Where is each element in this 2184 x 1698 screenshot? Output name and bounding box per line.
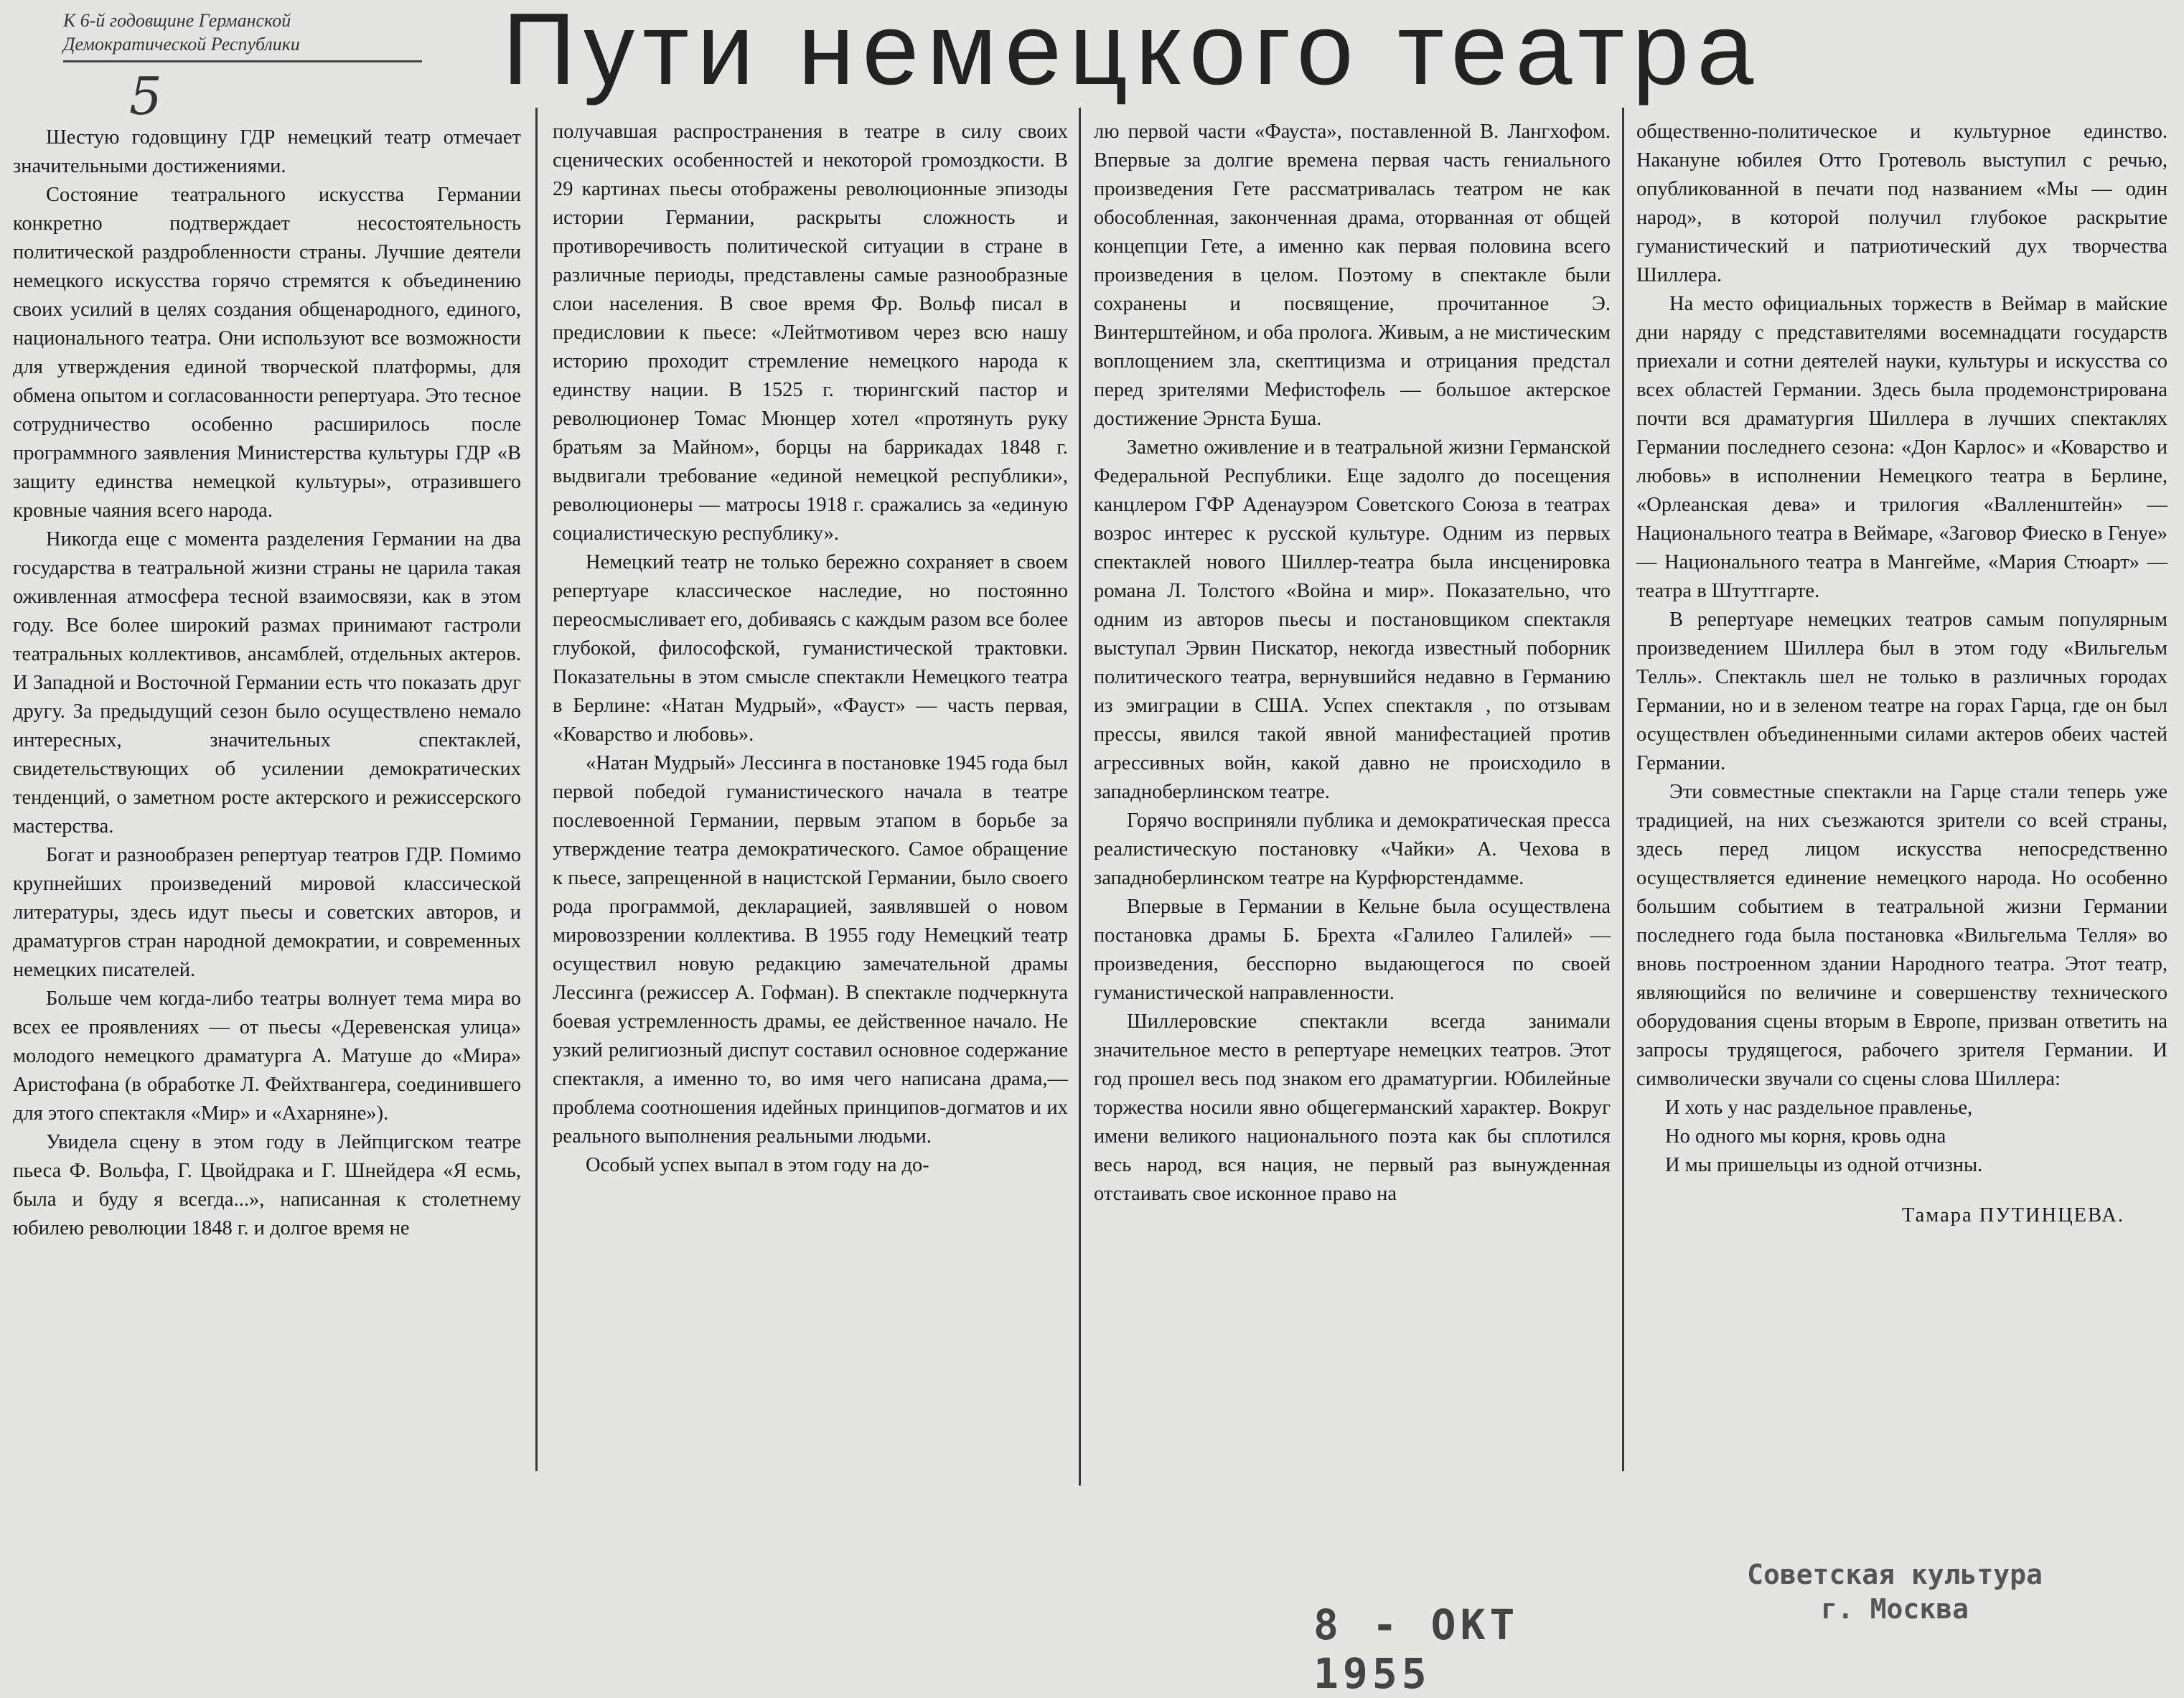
source-stamp-line: Советская культура — [1747, 1559, 2043, 1590]
paragraph: Шестую годовщину ГДР немецкий театр отмечает значительными достижениями. — [13, 126, 521, 177]
paragraph: Горячо восприняли публика и демократическая пресса реалистическую постановку «Чайки» А. Чехова в западноберлинском театре на Курфюрстендамме. — [1094, 810, 1611, 889]
headline: Пути немецкого театра — [502, 0, 1762, 106]
source-stamp — [1744, 1557, 2045, 1626]
handwritten-page-mark: 5 — [129, 66, 162, 126]
source-stamp-line: г. Москва — [1821, 1593, 1969, 1625]
paragraph: Никогда еще с момента разделения Германии на два государства в театральной жизни страны не царила такая оживленная атмосфера тесной взаимосвязи, как в этом году. Все более широкий размах принимают гастроли театральных коллективов, ансамблей, отдельных актеров. И Западной и Восточной Германии есть что показать друг другу. За предыдущий сезон было осуществлено немало интересных, значительных спектаклей, свидетельствующих об усилении демократических тенденций, о заметном росте актерского и режиссерского мастерства. — [13, 528, 521, 838]
poem-line: И мы пришельцы из одной отчизны. — [1665, 1154, 1983, 1176]
article-column-3 — [1094, 118, 1611, 1209]
paragraph: «Натан Мудрый» Лессинга в постановке 1945 года был первой победой гуманистического начала в театре послевоенной Германии, первым этапом в борьбе за утверждение театра демократического. Самое обращение к пьесе, запрещенной в нацистской Германии, было своего рода программой, декларацией, заявлявшей о новом мировоззрении коллектива. В 1955 году Немецкий театр осуществил новую редакцию замечательной драмы Лессинга (режиссер А. Гофман). В спектакле подчеркнута боевая устремленность драмы, ее действенное начало. Не узкий религиозный диспут составил основное содержание спектакля, а именно то, во имя чего написана драма,—проблема соотношения идейных принципов-догматов и их реального выполнения реальными людьми. — [553, 752, 1068, 1148]
paragraph: Состояние театрального искусства Германии конкретно подтверждает несостоятельность политической раздробленности страны. Лучшие деятели немецкого искусства горячо стремятся к объединению своих усилий в целях создания общенародного, единого, национального театра. Они используют все возможности для утверждения единой творческой платформы, для обмена опытом и согласованности репертуара. Это тесное сотрудничество особенно расширилось после программного заявления Министерства культуры ГДР «В защиту единства немецкой культуры», отразившего кровные чаяния всего народа. — [13, 184, 521, 522]
paragraph: лю первой части «Фауста», поставленной В. Лангхофом. Впервые за долгие времена первая часть гениального произведения Гете рассматривалась театром не как обособленная, законченная драма, оторванная от общей концепции Гете, а именно как первая половина всего произведения в целом. Поэтому в спектакле были сохранены и посвящение, прочитанное Э. Винтерштейном, и оба пролога. Живым, а не мистическим воплощением зла, скептицизма и отрицания предстал перед зрителями Мефистофель — большое актерское достижение Эрнста Буша. — [1094, 121, 1611, 430]
paragraph: Эти совместные спектакли на Гарце стали теперь уже традицией, на них съезжаются зрители со всей страны, здесь перед лицом искусства непосредственно осуществляется единение немецкого народа. Но особенно большим событием в театральной жизни Германии последнего года была постановка «Вильгельма Телля» во вновь построенном здании Народного театра. Этот театр, являющийся по величине и совершенству технического оборудования сцены вторым в Европе, призван ответить на запросы трудящегося, рабочего зрителя Германии. И символически звучали со сцены слова Шиллера: — [1636, 781, 2167, 1090]
kicker-line-1: К 6-й годовщине Германской — [63, 10, 291, 31]
paragraph: Особый успех выпал в этом году на до- — [586, 1154, 929, 1176]
paragraph: общественно-политическое и культурное единство. Накануне юбилея Отто Гротеволь выступил с речью, опубликованной в печати под названием «Мы — один народ», в которой получил глубокое раскрытие гуманистический и патриотический дух творчества Шиллера. — [1636, 121, 2167, 286]
date-stamp: 8 - ОКТ 1955 — [1313, 1600, 1519, 1698]
paragraph: Заметно оживление и в театральной жизни Германской Федеральной Республики. Еще задолго до посещения канцлером ГФР Аденауэром Советского Союза в театрах возрос интерес к русской культуре. Одним из первых спектаклей нового Шиллер-театра была инсценировка романа Л. Толстого «Война и мир». Показательно, что одним из авторов пьесы и постановщиком спектакля выступал Эрвин Пискатор, некогда известный поборник политического театра, вернувшийся недавно в Германию из эмиграции в США. Успех спектакля , по отзывам прессы, явился такой явной манифестацией против агрессивных войн, какой давно не происходило в западноберлинском театре. — [1094, 436, 1611, 803]
poem-quote — [1665, 1094, 2167, 1180]
article-column-4 — [1636, 118, 2167, 1230]
column-rule-2 — [1079, 108, 1081, 1486]
column-rule-3 — [1622, 108, 1624, 1471]
paragraph: Немецкий театр не только бережно сохраняет в своем репертуаре классическое наследие, но постоянно переосмысливает его, добиваясь с каждым разом все более глубокой, философской, гуманистической трактовки. Показательны в этом смысле спектакли Немецкого театра в Берлине: «Натан Мудрый», «Фауст» — часть первая, «Коварство и любовь». — [553, 551, 1068, 746]
poem-line: Но одного мы корня, кровь одна — [1665, 1125, 1946, 1148]
paragraph: Впервые в Германии в Кельне была осуществлена постановка драмы Б. Брехта «Галилео Галилей» — произведения, бесспорно выдающегося по своей гуманистической направленности. — [1094, 896, 1611, 1004]
article-column-2 — [553, 118, 1068, 1180]
paragraph: Больше чем когда-либо театры волнует тема мира во всех ее проявлениях — от пьесы «Деревенская улица» молодого немецкого драматурга А. Матуше до «Мира» Аристофана (в обработке Л. Фейхтвангера, соединившего для этого спектакля «Мир» и «Ахарняне»). — [13, 988, 521, 1125]
paragraph: В репертуаре немецких театров самым популярным произведением Шиллера был в этом году «Вильгельм Телль». Спектакль шел не только в различных городах Германии, но и в зеленом театре на горах Гарца, где он был осуществлен объединенными силами актеров обеих частей Германии. — [1636, 609, 2167, 774]
poem-line: И хоть у нас раздельное правленье, — [1665, 1097, 1973, 1119]
paragraph: получавшая распространения в театре в силу своих сценических особенностей и некоторой громоздкости. В 29 картинах пьесы отображены революционные эпизоды истории Германии, раскрыты сложность и противоречивость политической ситуации в стране в различные периоды, представлены самые разнообразные слои населения. В свое время Фр. Вольф писал в предисловии к пьесе: «Лейтмотивом через всю нашу историю проходит стремление немецкого народа к единству нации. В 1525 г. тюрингский пастор и революционер Томас Мюнцер хотел «протянуть руку братьям за Майном», борцы на баррикадах 1848 г. выдвигали требование «единой немецкой республики», революционеры — матросы 1918 г. сражались за «единую социалистическую республику». — [553, 121, 1068, 545]
paragraph: Увидела сцену в этом году в Лейпцигском театре пьеса Ф. Вольфа, Г. Цвойдрака и Г. Шнейдера «Я есмь, была и буду я всегда...», написанная к столетнему юбилею революции 1848 г. и долгое время не — [13, 1131, 521, 1239]
author-signature: Тамара ПУТИНЦЕВА. — [1901, 1204, 2124, 1226]
kicker-line-2: Демократической Республики — [63, 34, 300, 55]
paragraph: На место официальных торжеств в Веймар в майские дни наряду с представителями восемнадцати государств приехали и сотни деятелей науки, культуры и искусства со всех областей Германии. Здесь была продемонстрирована почти вся драматургия Шиллера в лучших спектаклях Германии последнего сезона: «Дон Карлос» и «Коварство и любовь» в исполнении Немецкого театра в Берлине, «Орлеанская дева» и трилогия «Валленштейн» — Национального театра в Веймаре, «Заговор Фиеско в Генуе» — Национального театра в Мангейме, «Мария Стюарт» — театра в Штуттгарте. — [1636, 293, 2167, 602]
article-column-1 — [13, 123, 521, 1243]
paragraph: Шиллеровские спектакли всегда занимали значительное место в репертуаре немецких театров. Этот год прошел весь под знаком его драматургии. Юбилейные торжества носили явно общегерманский характер. Вокруг имени великого национального поэта как бы сплотился весь народ, вся нация, не первый раз вынужденная отстаивать свое исконное право на — [1094, 1010, 1611, 1205]
kicker — [63, 9, 422, 56]
kicker-underline — [63, 60, 422, 62]
paragraph: Богат и разнообразен репертуар театров ГДР. Помимо крупнейших произведений мировой классической литературы, здесь идут пьесы и советских авторов, и драматургов стран народной демократии, и современных немецких писателей. — [13, 844, 521, 981]
column-rule-1 — [535, 108, 538, 1471]
